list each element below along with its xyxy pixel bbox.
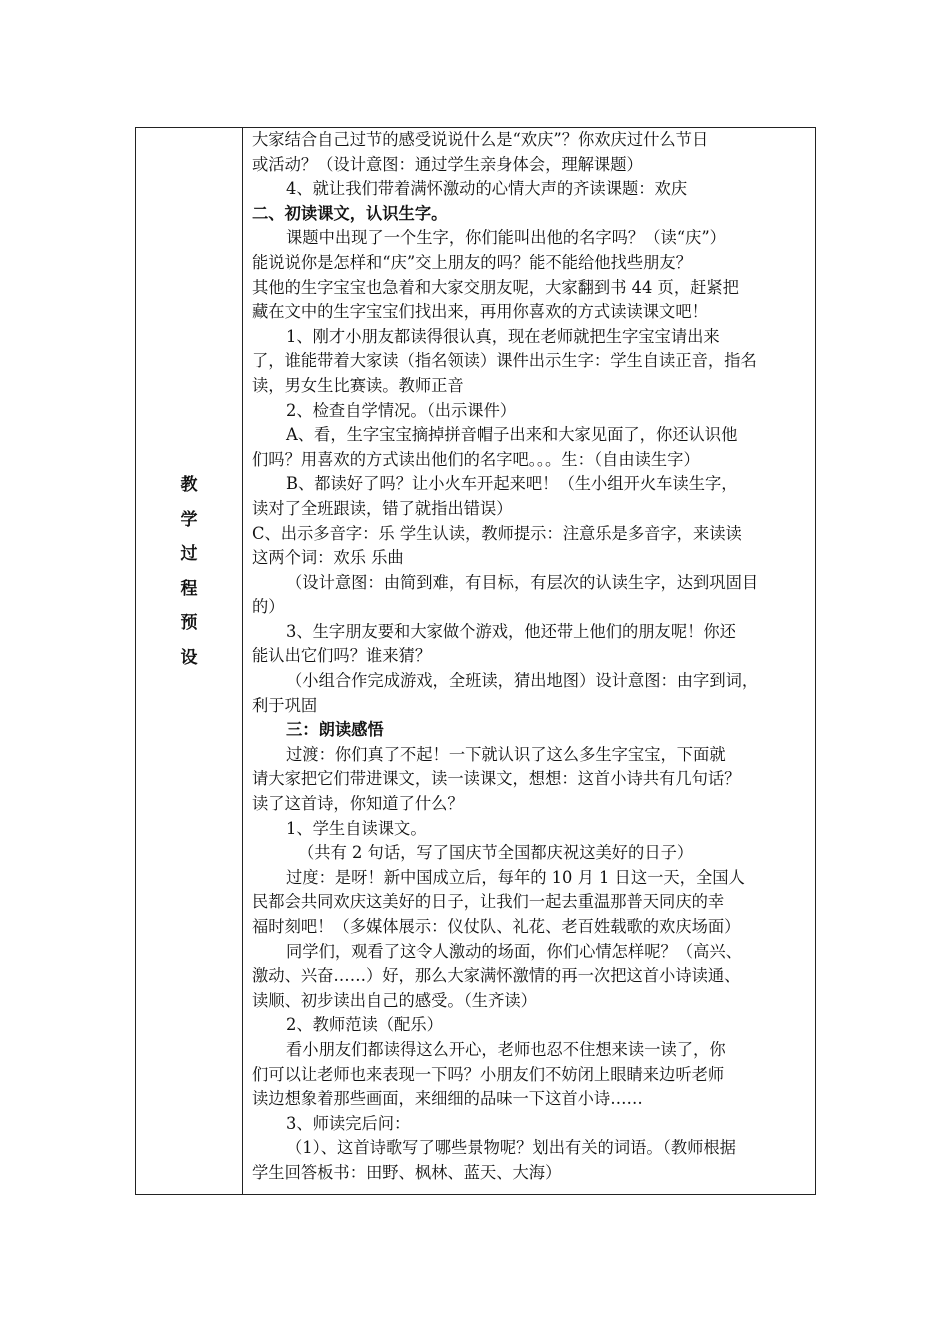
label-char: 设 — [180, 647, 198, 668]
text-line: 这两个词：欢乐 乐曲 — [252, 548, 404, 568]
text-line: 能认出它们吗？谁来猜？ — [252, 646, 432, 666]
section-label-cell — [136, 128, 242, 1194]
text-line: 读，男女生比赛读。教师正音 — [252, 375, 464, 395]
text-line: 读边想象着那些画面，来细细的品味一下这首小诗…… — [252, 1089, 643, 1109]
text-line: 过渡：你们真了不起！一下就认识了这么多生字宝宝，下面就 — [286, 744, 726, 764]
label-char: 教 — [180, 475, 198, 495]
text-line: （小组合作完成游戏，全班读，猜出地图）设计意图：由字到词， — [286, 671, 759, 691]
section-label — [136, 468, 242, 675]
text-line: 了，谁能带着大家读（指名领读）课件出示生字：学生自读正音，指名 — [252, 351, 757, 371]
lesson-plan-table — [135, 127, 816, 1195]
text-line: （共有 2 句话，写了国庆节全国都庆祝这美好的日子） — [298, 843, 694, 863]
text-line: 们可以让老师也来表现一下吗？小朋友们不妨闭上眼睛来边听老师 — [252, 1064, 725, 1084]
text-line: （1）、这首诗歌写了哪些景物呢？划出有关的词语。（教师根据 — [286, 1138, 736, 1158]
text-line: 藏在文中的生字宝宝们找出来，再用你喜欢的方式读读课文吧！ — [252, 302, 708, 322]
content-cell — [252, 128, 807, 1186]
text-line: 读顺、初步读出自己的感受。（生齐读） — [252, 990, 537, 1010]
text-line: 读了这首诗，你知道了什么？ — [252, 794, 464, 814]
text-line: 读对了全班跟读，错了就指出错误） — [252, 498, 513, 518]
section-heading: 二、初读课文，认识生字。 — [252, 203, 448, 223]
text-line: 福时刻吧！（多媒体展示：仪仗队、礼花、老百姓载歌的欢庆场面） — [252, 917, 741, 936]
column-divider — [242, 128, 243, 1194]
text-line: 2、教师范读（配乐） — [286, 1015, 443, 1035]
text-line: 激动、兴奋……）好，那么大家满怀激情的再一次把这首小诗读通、 — [252, 966, 741, 986]
text-line: 民都会共同欢庆这美好的日子，让我们一起去重温那普天同庆的幸 — [252, 892, 725, 912]
text-line: 2、检查自学情况。（出示课件） — [286, 400, 517, 420]
label-char: 学 — [180, 509, 198, 530]
text-line: 们吗？用喜欢的方式读出他们的名字吧。。。生：（自由读生字） — [252, 449, 700, 469]
section-heading: 三：朗读感悟 — [286, 720, 384, 740]
text-line: 的） — [252, 597, 285, 617]
text-line: 过度：是呀！新中国成立后，每年的 10 月 1 日这一天，全国人 — [286, 867, 745, 887]
text-line: 看小朋友们都读得这么开心，老师也忍不住想来读一读了，你 — [286, 1039, 726, 1059]
text-line: 课题中出现了一个生字，你们能叫出他的名字吗？（读“庆”） — [286, 228, 726, 248]
label-char: 程 — [180, 578, 198, 599]
text-line: 请大家把它们带进课文，读一读课文，想想：这首小诗共有几句话？ — [252, 769, 741, 789]
text-line: 利于巩固 — [252, 695, 318, 715]
text-line: C、出示多音字：乐 学生认读，教师提示：注意乐是多音字，来读读 — [252, 523, 742, 543]
text-line: 或活动？（设计意图：通过学生亲身体会，理解课题） — [252, 154, 643, 174]
label-char: 预 — [180, 613, 198, 633]
text-line: （设计意图：由简到难，有目标，有层次的认读生字，达到巩固目 — [286, 572, 759, 592]
text-line: 4、就让我们带着满怀激动的心情大声的齐读课题：欢庆 — [286, 179, 688, 199]
text-line: 其他的生字宝宝也急着和大家交朋友呢，大家翻到书 44 页，赶紧把 — [252, 277, 739, 297]
text-line: A、看，生字宝宝摘掉拼音帽子出来和大家见面了，你还认识他 — [286, 425, 738, 445]
label-char: 过 — [180, 544, 198, 564]
text-line: 学生回答板书：田野、枫林、蓝天、大海） — [252, 1162, 562, 1182]
text-line: B、都读好了吗？让小火车开起来吧！（生小组开火车读生字， — [286, 474, 738, 494]
text-line: 3、师读完后问： — [286, 1113, 411, 1133]
text-line: 大家结合自己过节的感受说说什么是“欢庆”？你欢庆过什么节日 — [252, 130, 709, 149]
text-line: 能说说你是怎样和“庆”交上朋友的吗？能不能给他找些朋友？ — [252, 252, 692, 272]
text-line: 1、学生自读课文。 — [286, 818, 427, 838]
text-line: 3、生字朋友要和大家做个游戏，他还带上他们的朋友呢！你还 — [286, 621, 736, 641]
text-line: 1、刚才小朋友都读得很认真，现在老师就把生字宝宝请出来 — [286, 326, 720, 346]
text-line: 同学们，观看了这令人激动的场面，你们心情怎样呢？（高兴、 — [286, 941, 742, 961]
